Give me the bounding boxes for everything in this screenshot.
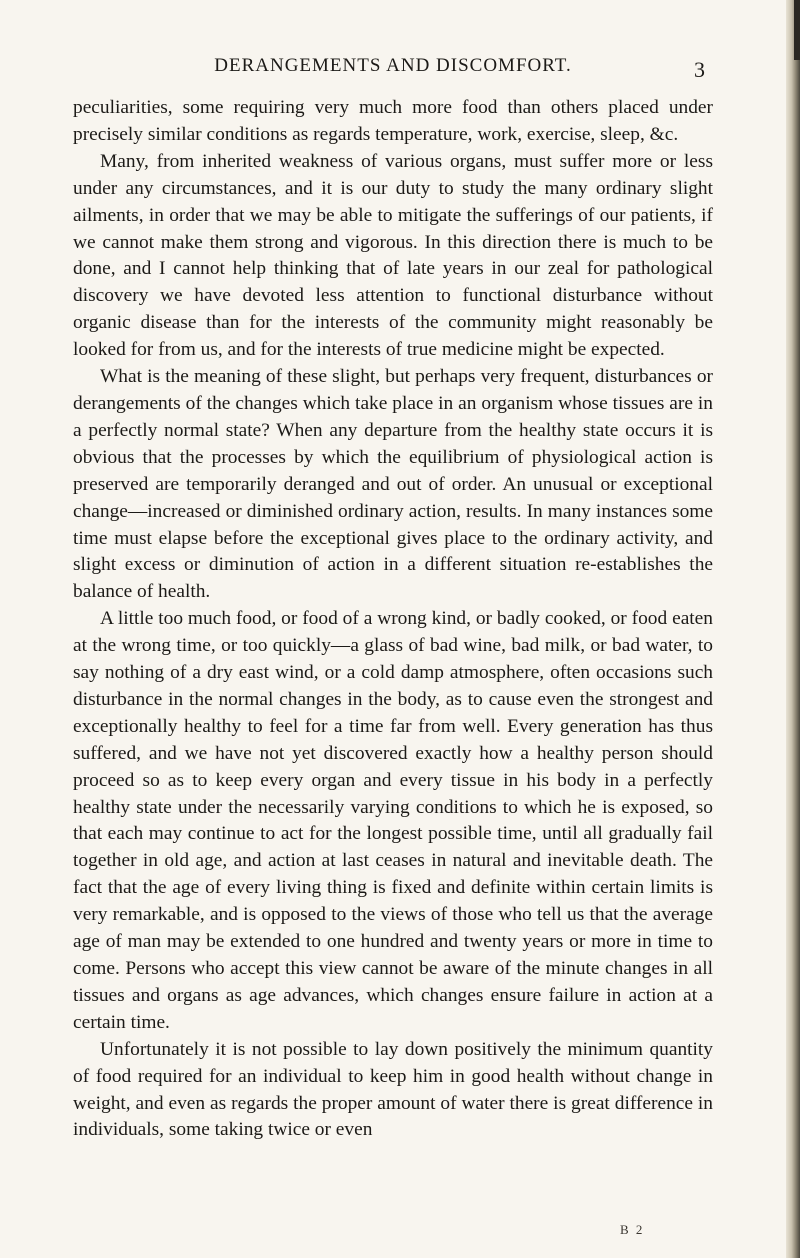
page-header (73, 55, 713, 83)
page-edge-binding (786, 0, 800, 1258)
paragraph-4: A little too much food, or food of a wrong kind, or badly cooked, or food eaten at the wrong time, or too quickly—a glass of bad wine, bad milk, or bad water, to say nothing of a dry east wind, or a cold damp atmosphere, often occasions such disturbance in the normal changes in the body, as to cause even the strongest and exceptionally healthy to feel for a time far from well. Every generation has thus suffered, and we have not yet discovered exactly how a healthy person should proceed so as to keep every organ and every tissue in his body in a perfectly healthy state under the necessarily varying conditions to which he is exposed, so that each may continue to act for the longest possible time, until all gradually fail together in old age, and action at last ceases in natural and inevitable death. The fact that the age of every living thing is fixed and definite within certain limits is very remarkable, and is opposed to the views of those who tell us that the average age of man may be extended to one hundred and twenty years or more in time to come. Persons who accept this view cannot be aware of the minute changes in all tissues and organs as age advances, which changes ensure failure in action at a certain time. (73, 608, 713, 1033)
paragraph-2: Many, from inherited weakness of various organs, must suffer more or less under any circumstances, and it is our duty to study the many ordinary slight ailments, in order that we may be able to mitigate the sufferings of our patients, if we cannot make them strong and vigorous. In this direction there is much to be done, and I cannot help thinking that of late years in our zeal for pathological discovery we have devoted less attention to functional disturbance without organic disease than for the interests of the community might reasonably be looked for from us, and for the interests of true medicine might be expected. (73, 150, 713, 361)
page-number: 3 (694, 57, 705, 82)
paragraph-3: What is the meaning of these slight, but perhaps very frequent, disturbances or derangements of the changes which take place in an organism whose tissues are in a perfectly normal state? When any departure from the healthy state occurs it is obvious that the processes by which the equilibrium of physiological action is preserved are temporarily deranged and out of order. An unusual or exceptional change—increased or diminished ordinary action, results. In many instances some time must elapse before the exceptional gives place to the ordinary activity, and slight excess or diminution of action in a different situation re-establishes the balance of health. (73, 366, 713, 603)
body-text (73, 95, 713, 1144)
signature-mark: B 2 (620, 1222, 645, 1237)
running-head: DERANGEMENTS AND DISCOMFORT. (214, 55, 572, 76)
page-edge-dark-corner (794, 0, 800, 60)
paragraph-1: peculiarities, some requiring very much more food than others placed under precisely similar conditions as regards temperature, work, exercise, sleep, &c. (73, 97, 713, 145)
paragraph-5: Unfortunately it is not possible to lay down positively the minimum quantity of food required for an individual to keep him in good health without change in weight, and even as regards the proper amount of water there is great difference in individuals, some taking twice or even (73, 1038, 713, 1141)
